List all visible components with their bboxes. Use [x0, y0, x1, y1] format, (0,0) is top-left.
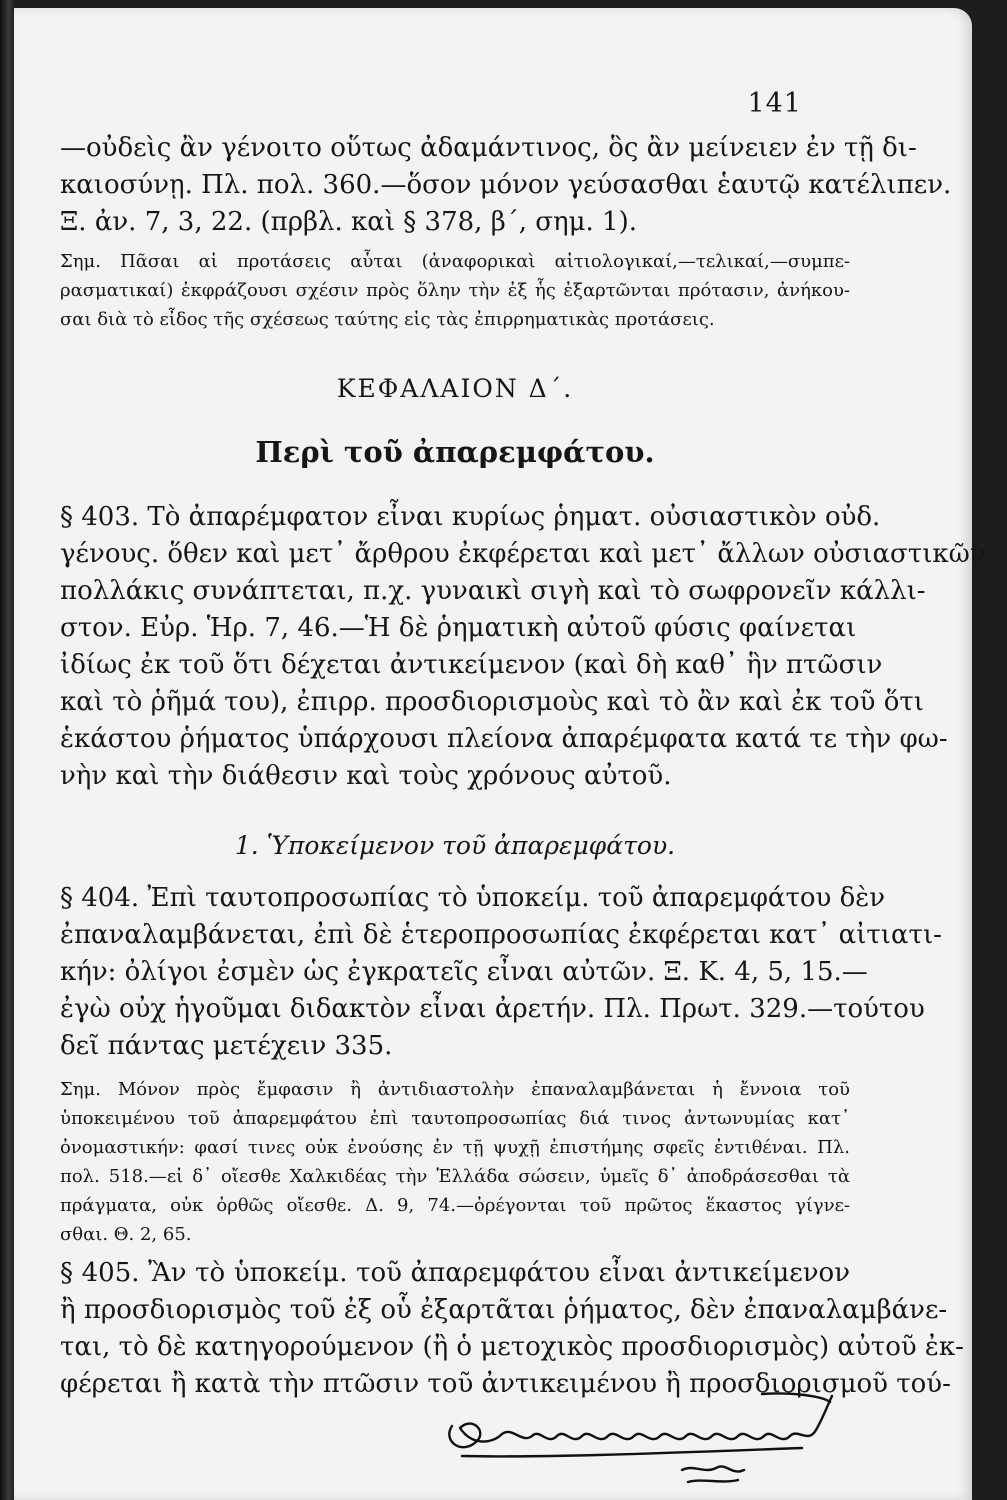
text-line: ἑκάστου ῥήματος ὑπάρχουσι πλείονα ἀπαρέμφατα κατά τε τὴν φω- [60, 724, 948, 754]
text-line: —οὐδεὶς ἂν γένοιτο οὕτως ἀδαμάντινος, ὃς ἂν μείνειεν ἐν τῇ δι- [60, 133, 917, 163]
text-line: στον. Εὐρ. Ἡρ. 7, 46.—Ἡ δὲ ῥηματικὴ αὐτοῦ φύσις φαίνεται [60, 613, 857, 643]
handwritten-signature [432, 1386, 852, 1496]
page-number: 141 [747, 88, 802, 119]
text-line: ται, τὸ δὲ κατηγορούμενον (ἢ ὁ μετοχικὸς προσδιορισμὸς) αὐτοῦ ἐκ- [60, 1332, 964, 1362]
section-title: Περὶ τοῦ ἀπαρεμφάτου. [255, 435, 655, 469]
book-spine [0, 0, 14, 1500]
note-1 [60, 247, 850, 334]
text-line: § 404. Ἐπὶ ταυτοπροσωπίας τὸ ὑποκείμ. τοῦ ἀπαρεμφάτου δὲν [60, 883, 886, 913]
note-line: ὑποκειμένου τοῦ ἀπαρεμφάτου ἐπὶ ταυτοπροσωπίας διά τινος ἀντωνυμίας κατ᾽ [60, 1108, 850, 1129]
text-line: κήν: ὀλίγοι ἐσμὲν ὡς ἐγκρατεῖς εἶναι αὐτῶν. Ξ. Κ. 4, 5, 15.— [60, 957, 868, 987]
paragraph-403 [60, 499, 986, 795]
text-line: νὴν καὶ τὴν διάθεσιν καὶ τοὺς χρόνους αὐτοῦ. [60, 761, 672, 791]
page-body [60, 130, 986, 1403]
text-line: φέρεται ἢ κατὰ τὴν πτῶσιν τοῦ ἀντικειμένου ἢ προσδιορισμοῦ τού- [60, 1369, 951, 1399]
note-2 [60, 1075, 850, 1249]
paragraph-404 [60, 880, 942, 1065]
note-line: πολ. 518.—εἰ δ᾽ οἴεσθε Χαλκιδέας τὴν Ἑλλάδα σώσειν, ὑμεῖς δ᾽ ἀποδράσεσθαι τὰ [60, 1166, 850, 1187]
note-line: ὀνομαστικήν: φασί τινες οὐκ ἐνούσης ἐν τῇ ψυχῇ ἐπιστήμης σφεῖς ἐντιθέναι. Πλ. [60, 1137, 850, 1158]
text-line: πολλάκις συνάπτεται, π.χ. γυναικὶ σιγὴ καὶ τὸ σωφρονεῖν κάλλι- [60, 576, 926, 606]
intro-paragraph [60, 130, 952, 241]
note-line: ρασματικαί) ἐκφράζουσι σχέσιν πρὸς ὅλην τὴν ἐξ ἧς ἐξαρτῶνται πρότασιν, ἀνήκου- [60, 280, 850, 301]
text-line: καὶ τὸ ῥῆμά του), ἐπιρρ. προσδιορισμοὺς καὶ τὸ ἂν καὶ ἐκ τοῦ ὅτι [60, 687, 924, 717]
note-line: πράγματα, οὐκ ὀρθῶς οἴεσθε. Δ. 9, 74.—ὀρέγονται τοῦ πρῶτος ἕκαστος γίγνε- [60, 1195, 850, 1216]
text-line: καιοσύνῃ. Πλ. πολ. 360.—ὅσον μόνον γεύσασθαι ἑαυτῷ κατέλιπεν. [60, 170, 952, 200]
paragraph-405 [60, 1255, 964, 1403]
text-line: δεῖ πάντας μετέχειν 335. [60, 1031, 393, 1061]
book-page [14, 8, 986, 1500]
text-line: γένους. ὅθεν καὶ μετ᾽ ἄρθρου ἐκφέρεται καὶ μετ᾽ ἄλλων οὐσιαστικῶν [60, 539, 986, 569]
note-line: Σημ. Πᾶσαι αἱ προτάσεις αὗται (ἀναφορικαὶ αἰτιολογικαί,—τελικαί,—συμπε- [60, 251, 850, 272]
note-line: σαι διὰ τὸ εἶδος τῆς σχέσεως ταύτης εἰς τὰς ἐπιρρηματικὰς προτάσεις. [60, 309, 715, 330]
text-line: Ξ. ἀν. 7, 3, 22. (πρβλ. καὶ § 378, β΄, σημ. 1). [60, 207, 637, 237]
note-line: σθαι. Θ. 2, 65. [60, 1224, 192, 1245]
text-line: § 405. Ἂν τὸ ὑποκείμ. τοῦ ἀπαρεμφάτου εἶναι ἀντικείμενον [60, 1258, 850, 1288]
text-line: ἐγὼ οὐχ ἡγοῦμαι διδακτὸν εἶναι ἀρετήν. Πλ. Πρωτ. 329.—τούτου [60, 994, 925, 1024]
text-line: ἐπαναλαμβάνεται, ἐπὶ δὲ ἑτεροπροσωπίας ἐκφέρεται κατ᾽ αἰτιατι- [60, 920, 942, 950]
subsection-heading: 1. Ὑποκείμενον τοῦ ἀπαρεμφάτου. [234, 831, 676, 860]
note-line: Σημ. Μόνον πρὸς ἔμφασιν ἢ ἀντιδιαστολὴν ἐπαναλαμβάνεται ἡ ἔννοια τοῦ [60, 1079, 850, 1100]
text-line: ἢ προσδιορισμὸς τοῦ ἐξ οὗ ἐξαρτᾶται ῥήματος, δὲν ἐπαναλαμβάνε- [60, 1295, 948, 1325]
text-line: ἰδίως ἐκ τοῦ ὅτι δέχεται ἀντικείμενον (καὶ δὴ καθ᾽ ἣν πτῶσιν [60, 650, 883, 680]
text-line: § 403. Τὸ ἀπαρέμφατον εἶναι κυρίως ῥηματ. οὐσιαστικὸν οὐδ. [60, 502, 881, 532]
chapter-heading: ΚΕΦΑΛΑΙΟΝ Δ΄. [336, 374, 574, 403]
